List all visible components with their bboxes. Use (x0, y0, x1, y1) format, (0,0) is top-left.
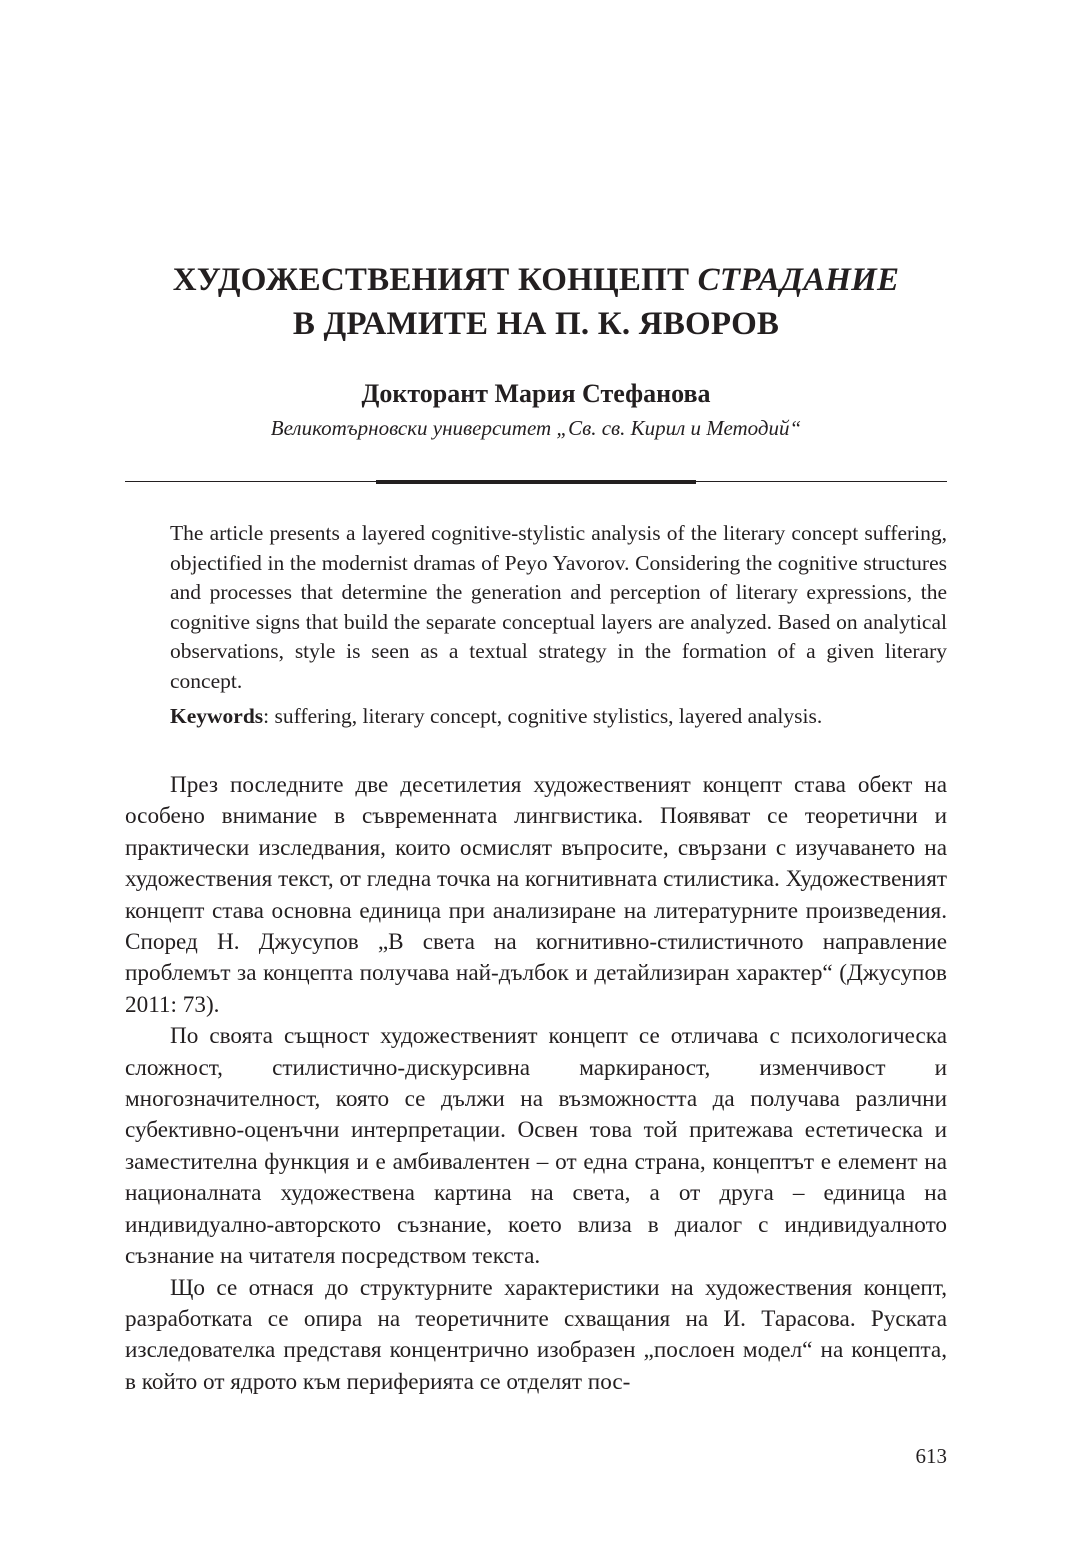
body-text (125, 770, 947, 1398)
abstract-text: The article presents a layered cognitive-stylistic analysis of the literary concept suffering, objectified in the modernist dramas of Peyo Yavorov. Considering the cognitive structures and processes that determine the generation and perception of literary expressions, the cognitive signs that build the separate conceptual layers are analyzed. Based on analytical observations, style is seen as a textual strategy in the formation of a given literary concept. (170, 521, 947, 693)
title-line-1-prefix: ХУДОЖЕСТВЕНИЯТ КОНЦЕПТ (172, 262, 698, 298)
author-name: Докторант Мария Стефанова (361, 379, 711, 408)
title-italic-concept: СТРАДАНИЕ (697, 262, 900, 298)
author-affiliation: Великотърновски университет „Св. св. Кирил и Методий“ (270, 416, 802, 440)
page-number: 613 (915, 1444, 947, 1468)
divider-rule-accent (376, 480, 696, 484)
title-line-2: В ДРАМИТЕ НА П. К. ЯВОРОВ (292, 306, 780, 342)
body-paragraph-2: По своята същност художественият концепт се отличава с психологическа сложност, стилистично-дискурсивна маркираност, изменчивост и многозначителност, която се дължи на възможността да получава различни субективно-оценъчни интерпретации. Освен това той притежава естетическа и заместителна функция и е амбивалентен – от една страна, концептът е елемент на националната художествена картина на света, а от друга – единица на индивидуално-авторското съзнание, което влиза в диалог с индивидуалното съзнание на читателя посредством текста. (125, 1023, 947, 1270)
article-title (125, 258, 947, 346)
keywords-line (170, 702, 947, 732)
body-paragraph-3: Що се отнася до структурните характеристики на художествения концепт, разработката се опира на теоретичните схващания на И. Тарасова. Руската изследователка представя концентрично изобразен „послоен модел“ на концепта, в който от ядрото към периферията се отделят пос- (125, 1274, 947, 1395)
title-line-1 (125, 258, 947, 302)
keywords-list: : suffering, literary concept, cognitive stylistics, layered analysis. (263, 704, 823, 728)
keywords-label: Keywords (170, 704, 264, 728)
body-paragraph-1: През последните две десетилетия художественият концепт става обект на особено внимание в съвременната лингвистика. Появяват се теоретични и практически изследвания, които осмислят въпросите, свързани с изучаването на художествения текст, от гледна точка на когнитивната стилистика. Художественият концепт става основна единица при анализиране на литературните произведения. Според Н. Джусупов „В света на когнитивно-стилистичното направление проблемът за концепта получава най-дълбок и детайлизиран характер“ (Джусупов 2011: 73). (125, 772, 947, 1018)
